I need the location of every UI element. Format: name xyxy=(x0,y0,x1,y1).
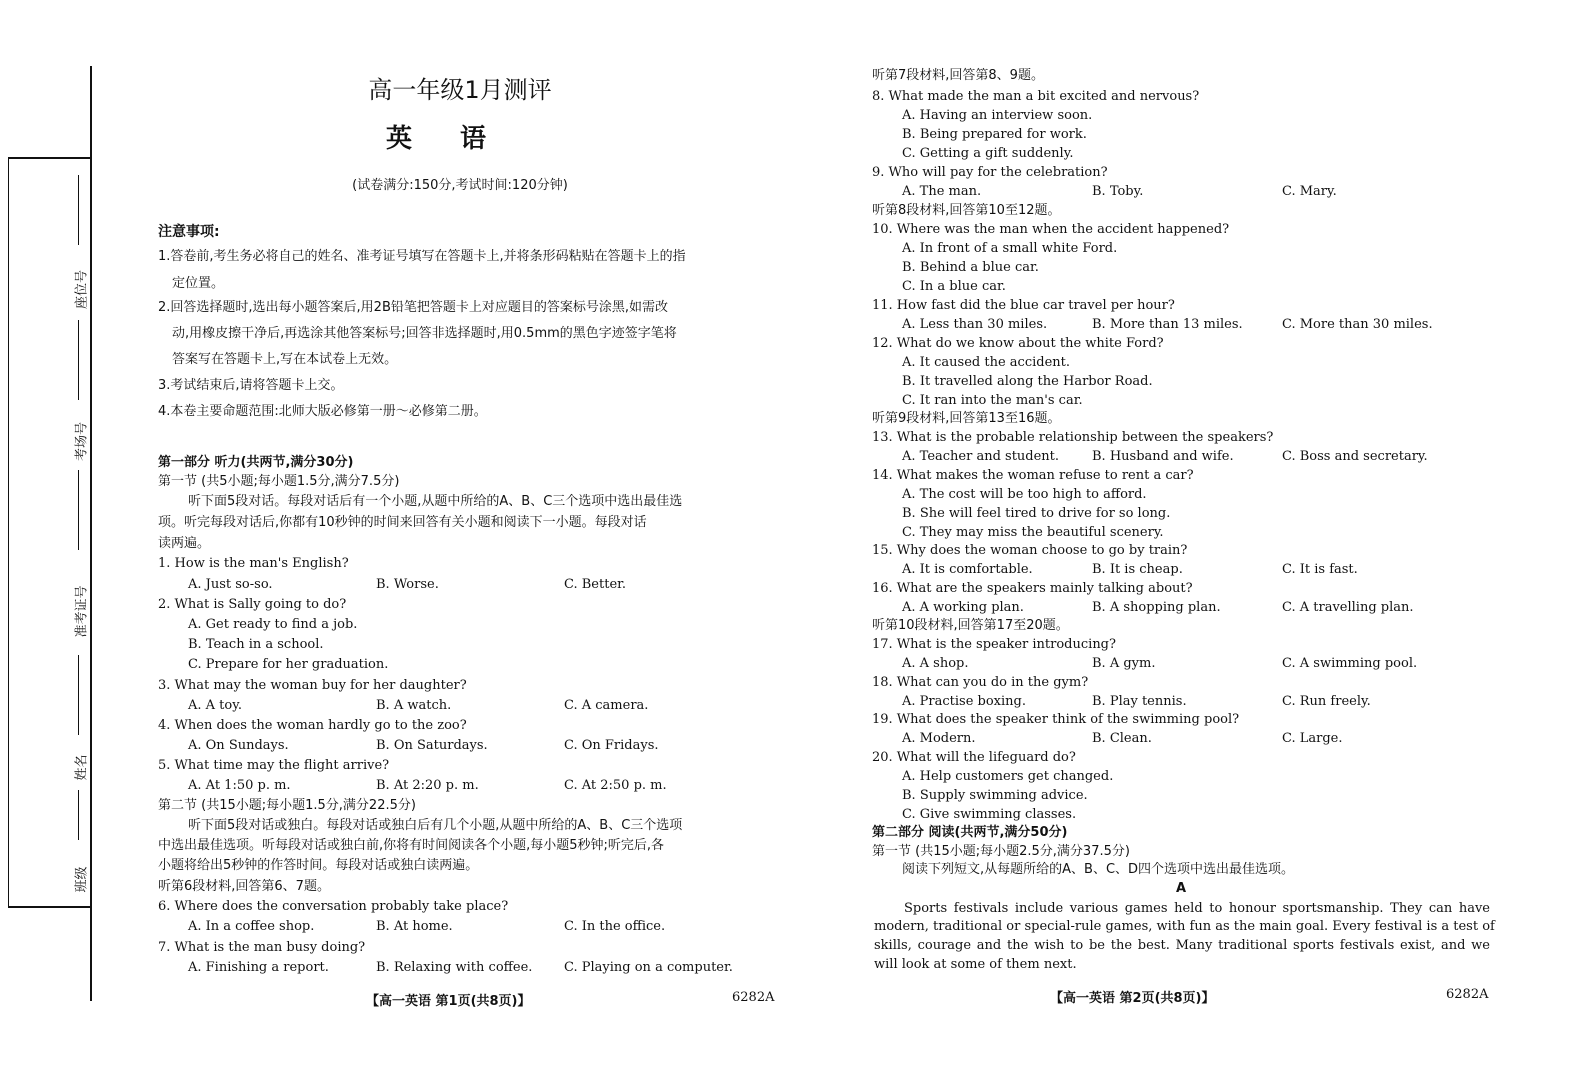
notice-line: 4.本卷主要命题范围:北师大版必修第一册～必修第二册。 xyxy=(158,404,487,419)
passage-line: will look at some of them next. xyxy=(874,957,1077,972)
option-4a[interactable]: A. On Sundays. xyxy=(188,738,289,753)
option-15a[interactable]: A. It is comfortable. xyxy=(902,562,1033,577)
part2-heading: 第二部分 阅读(共两节,满分50分) xyxy=(872,825,1068,840)
option-18b[interactable]: B. Play tennis. xyxy=(1092,694,1187,709)
option-6b[interactable]: B. At home. xyxy=(376,919,453,934)
option-8b[interactable]: B. Being prepared for work. xyxy=(902,127,1087,142)
binding-line-right xyxy=(90,66,92,1001)
option-7c[interactable]: C. Playing on a computer. xyxy=(564,960,733,975)
question-17: 17. What is the speaker introducing? xyxy=(872,637,1116,652)
option-19a[interactable]: A. Modern. xyxy=(902,731,976,746)
option-16c[interactable]: C. A travelling plan. xyxy=(1282,600,1414,615)
option-7a[interactable]: A. Finishing a report. xyxy=(188,960,329,975)
option-17c[interactable]: C. A swimming pool. xyxy=(1282,656,1418,671)
exam-title: 高一年级1月测评 xyxy=(368,76,552,104)
sec1-intro-line: 项。听完每段对话后,你都有10秒钟的时间来回答有关小题和阅读下一小题。每段对话 xyxy=(158,515,647,530)
notice-line: 1.答卷前,考生务必将自己的姓名、准考证号填写在答题卡上,并将条形码粘贴在答题卡上的指 xyxy=(158,249,686,264)
subject-title: 英语 xyxy=(385,124,534,154)
class-label: 班级 xyxy=(74,866,90,893)
notice-line: 动,用橡皮擦干净后,再选涂其他答案标号;回答非选择题时,用0.5mm的黑色字迹签字笔将 xyxy=(172,326,677,341)
page2-code: 6282A xyxy=(1446,987,1489,1002)
option-1a[interactable]: A. Just so-so. xyxy=(188,577,273,592)
page1-code: 6282A xyxy=(732,990,775,1005)
exam-info: (试卷满分:150分,考试时间:120分钟) xyxy=(352,178,568,193)
question-14: 14. What makes the woman refuse to rent a car? xyxy=(872,468,1194,483)
passage-line: modern, traditional or special-rule games, with fun as the main goal. Every festival is a test of xyxy=(874,919,1495,934)
passage-line: Sports festivals include various games held to honour sportsmanship. They can have xyxy=(904,901,1490,916)
material-9: 听第9段材料,回答第13至16题。 xyxy=(872,411,1061,426)
notice-line: 3.考试结束后,请将答题卡上交。 xyxy=(158,378,344,393)
question-20: 20. What will the lifeguard do? xyxy=(872,750,1076,765)
page2-footer: 【高一英语 第2页(共8页)】 xyxy=(1050,991,1215,1006)
option-5a[interactable]: A. At 1:50 p. m. xyxy=(188,778,291,793)
option-18c[interactable]: C. Run freely. xyxy=(1282,694,1371,709)
option-9b[interactable]: B. Toby. xyxy=(1092,184,1144,199)
option-9c[interactable]: C. Mary. xyxy=(1282,184,1337,199)
option-3c[interactable]: C. A camera. xyxy=(564,698,649,713)
question-1: 1. How is the man's English? xyxy=(158,556,349,571)
option-16a[interactable]: A. A working plan. xyxy=(902,600,1024,615)
option-15c[interactable]: C. It is fast. xyxy=(1282,562,1358,577)
question-18: 18. What can you do in the gym? xyxy=(872,675,1089,690)
seat-blank[interactable] xyxy=(78,175,79,245)
question-11: 11. How fast did the blue car travel per hour? xyxy=(872,298,1175,313)
option-10b[interactable]: B. Behind a blue car. xyxy=(902,260,1039,275)
question-12: 12. What do we know about the white Ford? xyxy=(872,336,1164,351)
option-13b[interactable]: B. Husband and wife. xyxy=(1092,449,1234,464)
option-20c[interactable]: C. Give swimming classes. xyxy=(902,807,1077,822)
part1-heading: 第一部分 听力(共两节,满分30分) xyxy=(158,455,354,470)
option-10a[interactable]: A. In front of a small white Ford. xyxy=(902,241,1118,256)
option-14b[interactable]: B. She will feel tired to drive for so long. xyxy=(902,506,1171,521)
option-2a[interactable]: A. Get ready to find a job. xyxy=(188,617,358,632)
binding-line-top xyxy=(8,157,92,159)
name-label: 姓名 xyxy=(74,754,90,781)
option-6c[interactable]: C. In the office. xyxy=(564,919,666,934)
option-19c[interactable]: C. Large. xyxy=(1282,731,1343,746)
option-16b[interactable]: B. A shopping plan. xyxy=(1092,600,1221,615)
binding-line-left xyxy=(8,157,9,907)
question-7: 7. What is the man busy doing? xyxy=(158,940,366,955)
passage-line: skills, courage and the wish to be the best. Many traditional sports festivals exist, and we xyxy=(874,938,1490,953)
material-6: 听第6段材料,回答第6、7题。 xyxy=(158,879,330,894)
question-4: 4. When does the woman hardly go to the zoo? xyxy=(158,718,467,733)
option-15b[interactable]: B. It is cheap. xyxy=(1092,562,1183,577)
option-13a[interactable]: A. Teacher and student. xyxy=(902,449,1060,464)
ticket-blank[interactable] xyxy=(78,655,79,735)
room-blank-bottom[interactable] xyxy=(78,470,79,550)
binding-line-bottom xyxy=(8,906,92,908)
option-11a[interactable]: A. Less than 30 miles. xyxy=(902,317,1048,332)
reading-intro: 阅读下列短文,从每题所给的A、B、C、D四个选项中选出最佳选项。 xyxy=(902,862,1295,877)
option-1c[interactable]: C. Better. xyxy=(564,577,627,592)
material-8: 听第8段材料,回答第10至12题。 xyxy=(872,203,1061,218)
option-20b[interactable]: B. Supply swimming advice. xyxy=(902,788,1088,803)
option-17b[interactable]: B. A gym. xyxy=(1092,656,1156,671)
notice-line: 答案写在答题卡上,写在本试卷上无效。 xyxy=(172,352,398,367)
question-13: 13. What is the probable relationship between the speakers? xyxy=(872,430,1274,445)
option-20a[interactable]: A. Help customers get changed. xyxy=(902,769,1114,784)
option-8c[interactable]: C. Getting a gift suddenly. xyxy=(902,146,1074,161)
sec2-intro-line: 小题将给出5秒钟的作答时间。每段对话或独白读两遍。 xyxy=(158,858,479,873)
question-9: 9. Who will pay for the celebration? xyxy=(872,165,1108,180)
option-3b[interactable]: B. A watch. xyxy=(376,698,452,713)
option-10c[interactable]: C. In a blue car. xyxy=(902,279,1006,294)
seat-label: 座位号 xyxy=(74,270,90,310)
option-1b[interactable]: B. Worse. xyxy=(376,577,439,592)
option-14a[interactable]: A. The cost will be too high to afford. xyxy=(902,487,1147,502)
sec2-heading: 第二节 (共15小题;每小题1.5分,满分22.5分) xyxy=(158,798,416,813)
room-label: 考场号 xyxy=(74,422,90,462)
question-8: 8. What made the man a bit excited and nervous? xyxy=(872,89,1200,104)
option-5c[interactable]: C. At 2:50 p. m. xyxy=(564,778,667,793)
option-17a[interactable]: A. A shop. xyxy=(902,656,969,671)
option-12b[interactable]: B. It travelled along the Harbor Road. xyxy=(902,374,1153,389)
question-15: 15. Why does the woman choose to go by train? xyxy=(872,543,1188,558)
option-8a[interactable]: A. Having an interview soon. xyxy=(902,108,1093,123)
option-4c[interactable]: C. On Fridays. xyxy=(564,738,659,753)
option-18a[interactable]: A. Practise boxing. xyxy=(902,694,1026,709)
notice-title: 注意事项: xyxy=(158,224,220,240)
ticket-label: 准考证号 xyxy=(74,585,90,638)
question-2: 2. What is Sally going to do? xyxy=(158,597,347,612)
reading-sec1-heading: 第一节 (共15小题;每小题2.5分,满分37.5分) xyxy=(872,844,1130,859)
notice-line: 定位置。 xyxy=(172,276,225,291)
option-12c[interactable]: C. It ran into the man's car. xyxy=(902,393,1083,408)
passage-label: A xyxy=(1176,881,1187,896)
option-11c[interactable]: C. More than 30 miles. xyxy=(1282,317,1433,332)
option-6a[interactable]: A. In a coffee shop. xyxy=(188,919,315,934)
option-4b[interactable]: B. On Saturdays. xyxy=(376,738,488,753)
option-13c[interactable]: C. Boss and secretary. xyxy=(1282,449,1428,464)
sec1-heading: 第一节 (共5小题;每小题1.5分,满分7.5分) xyxy=(158,474,400,489)
option-11b[interactable]: B. More than 13 miles. xyxy=(1092,317,1243,332)
question-3: 3. What may the woman buy for her daughter? xyxy=(158,678,467,693)
option-2b[interactable]: B. Teach in a school. xyxy=(188,637,324,652)
question-19: 19. What does the speaker think of the swimming pool? xyxy=(872,712,1240,727)
sec2-intro-line: 听下面5段对话或独白。每段对话或独白后有几个小题,从题中所给的A、B、C三个选项 xyxy=(188,818,683,833)
sec1-intro-line: 读两遍。 xyxy=(158,536,211,551)
option-5b[interactable]: B. At 2:20 p. m. xyxy=(376,778,479,793)
question-5: 5. What time may the flight arrive? xyxy=(158,758,390,773)
sec2-intro-line: 中选出最佳选项。听每段对话或独白前,你将有时间阅读各个小题,每小题5秒钟;听完后,各 xyxy=(158,838,665,853)
option-9a[interactable]: A. The man. xyxy=(902,184,982,199)
option-19b[interactable]: B. Clean. xyxy=(1092,731,1152,746)
option-3a[interactable]: A. A toy. xyxy=(188,698,242,713)
question-10: 10. Where was the man when the accident happened? xyxy=(872,222,1230,237)
option-2c[interactable]: C. Prepare for her graduation. xyxy=(188,657,389,672)
question-16: 16. What are the speakers mainly talking about? xyxy=(872,581,1193,596)
notice-line: 2.回答选择题时,选出每小题答案后,用2B铅笔把答题卡上对应题目的答案标号涂黑,如需改 xyxy=(158,300,668,315)
material-10: 听第10段材料,回答第17至20题。 xyxy=(872,618,1069,633)
option-7b[interactable]: B. Relaxing with coffee. xyxy=(376,960,533,975)
sec1-intro-line: 听下面5段对话。每段对话后有一个小题,从题中所给的A、B、C三个选项中选出最佳选 xyxy=(188,494,683,509)
name-blank[interactable] xyxy=(78,790,79,840)
room-blank-top[interactable] xyxy=(78,320,79,400)
option-14c[interactable]: C. They may miss the beautiful scenery. xyxy=(902,525,1164,540)
option-12a[interactable]: A. It caused the accident. xyxy=(902,355,1071,370)
material-7: 听第7段材料,回答第8、9题。 xyxy=(872,68,1044,83)
question-6: 6. Where does the conversation probably take place? xyxy=(158,899,509,914)
page1-footer: 【高一英语 第1页(共8页)】 xyxy=(366,994,531,1009)
